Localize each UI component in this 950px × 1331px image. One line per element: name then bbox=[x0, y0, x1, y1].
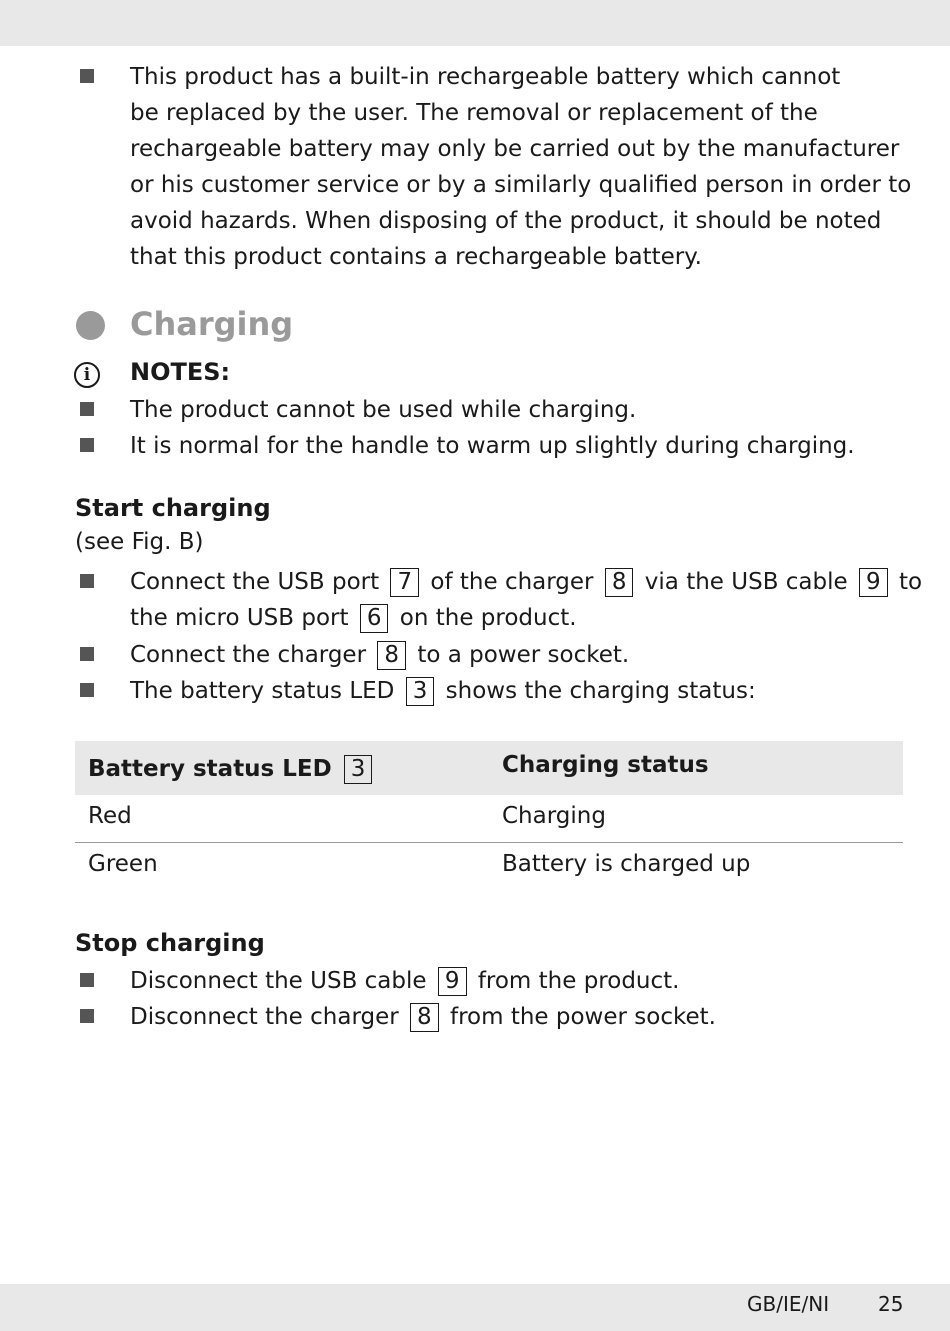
table-cell-led: Green bbox=[88, 851, 158, 877]
table-cell-status: Charging bbox=[502, 803, 606, 829]
bullet-icon bbox=[80, 69, 94, 83]
page-number: 25 bbox=[878, 1292, 904, 1316]
usb-cable-ref: 9 bbox=[438, 967, 467, 996]
bullet-icon bbox=[80, 402, 94, 416]
table-header-status: Charging status bbox=[502, 752, 709, 778]
table-cell-led: Red bbox=[88, 803, 132, 829]
start-step-2 bbox=[130, 637, 629, 673]
step-text: Disconnect the charger bbox=[130, 1004, 399, 1030]
bullet-icon bbox=[80, 438, 94, 452]
charger-ref: 8 bbox=[410, 1003, 439, 1032]
step-text: Connect the charger bbox=[130, 642, 367, 668]
stop-charging-heading: Stop charging bbox=[75, 929, 265, 957]
bullet-icon bbox=[80, 647, 94, 661]
table-divider bbox=[75, 842, 903, 843]
header-text: Battery status LED bbox=[88, 756, 332, 782]
footer-language: GB/IE/NI bbox=[747, 1292, 830, 1316]
step-text: via the USB cable bbox=[644, 569, 848, 595]
step-text: to a power socket. bbox=[417, 642, 630, 668]
stop-step-1 bbox=[130, 963, 679, 999]
step-text: from the power socket. bbox=[449, 1004, 716, 1030]
intro-line-5: avoid hazards. When disposing of the product, it should be noted bbox=[130, 208, 882, 234]
note-item: The product cannot be used while charging. bbox=[130, 397, 637, 423]
step-text: from the product. bbox=[477, 968, 680, 994]
bullet-icon bbox=[80, 574, 94, 588]
bullet-icon bbox=[80, 1009, 94, 1023]
step-text: Disconnect the USB cable bbox=[130, 968, 427, 994]
intro-line-4: or his customer service or by a similarly qualified person in order to bbox=[130, 172, 912, 198]
step-text: to bbox=[898, 569, 923, 595]
led-ref: 3 bbox=[344, 755, 373, 784]
start-step-1-line-2 bbox=[130, 600, 577, 636]
note-item: It is normal for the handle to warm up slightly during charging. bbox=[130, 433, 855, 459]
start-step-3 bbox=[130, 673, 756, 709]
table-header-led bbox=[88, 755, 376, 784]
step-text: the micro USB port bbox=[130, 605, 349, 631]
bullet-icon bbox=[80, 973, 94, 987]
figure-reference: (see Fig. B) bbox=[75, 529, 204, 555]
charger-ref: 8 bbox=[377, 641, 406, 670]
step-text: Connect the USB port bbox=[130, 569, 380, 595]
intro-line-6: that this product contains a rechargeable battery. bbox=[130, 244, 702, 270]
intro-line-3: rechargeable battery may only be carried out by the manufacturer bbox=[130, 136, 900, 162]
usb-cable-ref: 9 bbox=[859, 568, 888, 597]
intro-line-2: be replaced by the user. The removal or replacement of the bbox=[130, 100, 818, 126]
table-cell-status: Battery is charged up bbox=[502, 851, 751, 877]
start-step-1-line-1 bbox=[130, 564, 922, 600]
top-bar bbox=[0, 0, 950, 46]
notes-title: NOTES: bbox=[130, 358, 231, 386]
section-title: Charging bbox=[130, 305, 294, 343]
usb-port-ref: 7 bbox=[390, 568, 419, 597]
micro-usb-port-ref: 6 bbox=[360, 604, 389, 633]
section-dot-icon bbox=[76, 311, 105, 340]
step-text: of the charger bbox=[430, 569, 594, 595]
charger-ref: 8 bbox=[605, 568, 634, 597]
step-text: on the product. bbox=[399, 605, 577, 631]
intro-line-1: This product has a built-in rechargeable battery which cannot bbox=[130, 64, 841, 90]
step-text: shows the charging status: bbox=[445, 678, 756, 704]
bullet-icon bbox=[80, 683, 94, 697]
stop-step-2 bbox=[130, 999, 716, 1035]
step-text: The battery status LED bbox=[130, 678, 395, 704]
led-ref: 3 bbox=[406, 677, 435, 706]
start-charging-heading: Start charging bbox=[75, 494, 271, 522]
info-icon: i bbox=[74, 362, 100, 388]
